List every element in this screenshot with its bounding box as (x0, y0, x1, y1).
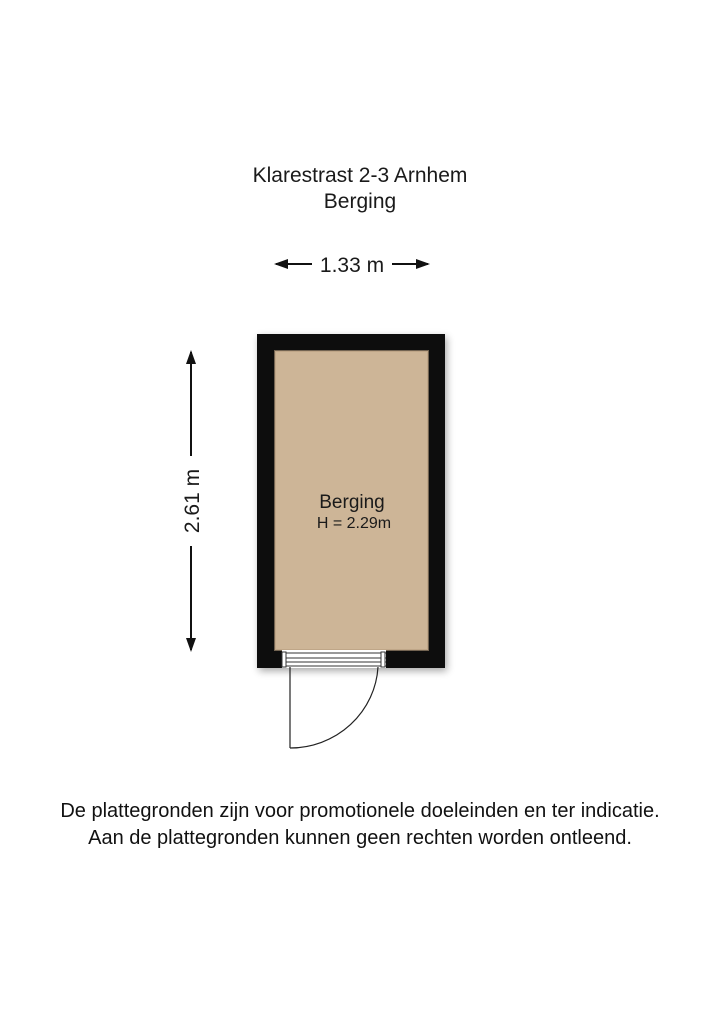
width-dimension (274, 254, 430, 277)
floor-label: Berging (323, 190, 397, 213)
plan-title: Klarestrast 2-3 Arnhem (252, 164, 468, 187)
disclaimer-line-2: Aan de plattegronden kunnen geen rechten worden ontleend. (88, 827, 632, 849)
door-arc (290, 667, 378, 748)
width-arrow-right-icon (416, 259, 430, 269)
width-dimension-label: 1.33 m (319, 254, 385, 277)
room-height-label: H = 2.29m (316, 515, 392, 532)
door-swing-icon (290, 667, 378, 748)
length-arrow-up-icon (186, 350, 196, 364)
length-dimension (181, 350, 204, 652)
length-dimension-label: 2.61 m (181, 468, 204, 534)
length-arrow-down-icon (186, 638, 196, 652)
room-name-label: Berging (319, 492, 385, 513)
width-arrow-left-icon (274, 259, 288, 269)
disclaimer-line-1: De plattegronden zijn voor promotionele doeleinden en ter indicatie. (60, 800, 660, 822)
